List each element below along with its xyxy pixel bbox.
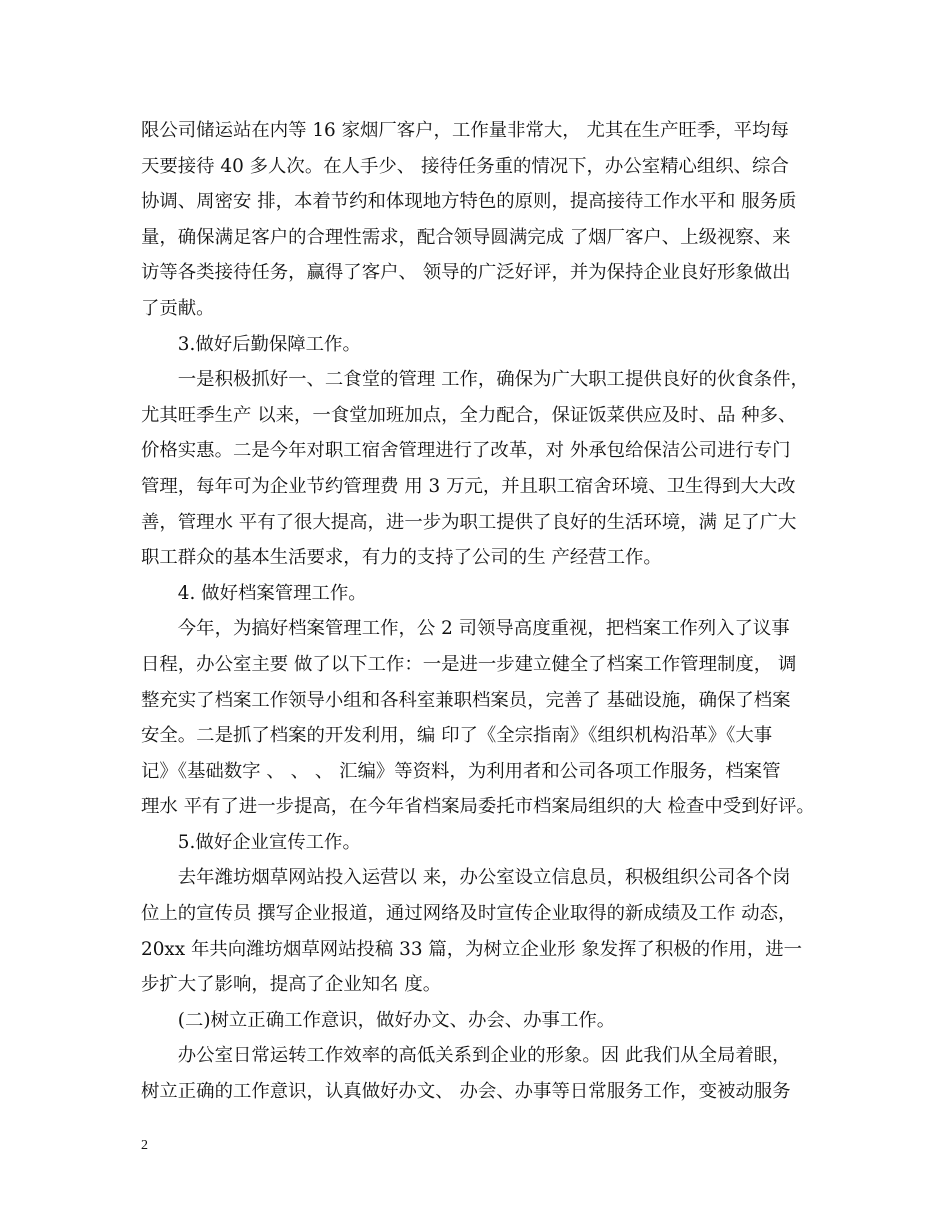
text-line: 协调、周密安 排，本着节约和体现地方特色的原则，提高接待工作水平和 服务质 [141, 191, 797, 213]
text-line: 今年，为搞好档案管理工作，公 2 司领导高度重视，把档案工作列入了议事 [141, 618, 790, 640]
text-line: 整充实了档案工作领导小组和各科室兼职档案员，完善了 基础设施，确保了档案 [141, 689, 791, 711]
section-heading: 4. 做好档案管理工作。 [141, 582, 367, 604]
text-line: 价格实惠。二是今年对职工宿舍管理进行了改革，对 外承包给保洁公司进行专门 [141, 440, 791, 462]
text-line: 量，确保满足客户的合理性需求，配合领导圆满完成 了烟厂客户、上级视察、来 [141, 226, 791, 248]
document-body [141, 113, 821, 1110]
text-line: 日程，办公室主要 做了以下工作：一是进一步建立健全了档案工作管理制度， 调 [141, 653, 797, 675]
section-heading: (二)树立正确工作意识，做好办文、办会、办事工作。 [141, 1009, 616, 1031]
text-line: 职工群众的基本生活要求，有力的支持了公司的生 产经营工作。 [141, 547, 662, 569]
text-line: 尤其旺季生产 以来，一食堂加班加点，全力配合，保证饭菜供应及时、品 种多、 [141, 404, 797, 426]
text-line: 安全。二是抓了档案的开发利用，编 印了《全宗指南》《组织机构沿革》《大事 [141, 725, 773, 747]
text-line: 步扩大了影响，提高了企业知名 度。 [141, 974, 442, 996]
section-heading: 5.做好企业宣传工作。 [141, 831, 361, 853]
section-heading: 3.做好后勤保障工作。 [141, 333, 361, 355]
text-line: 去年潍坊烟草网站投入运营以 来，办公室设立信息员，积极组织公司各个岗 [141, 867, 791, 889]
text-line: 理水 平有了进一步提高，在今年省档案局委托市档案局组织的大 检查中受到好评。 [141, 796, 815, 818]
text-line: 限公司储运站在内等 16 家烟厂客户，工作量非常大， 尤其在生产旺季，平均每 [141, 120, 789, 141]
text-line: 善，管理水 平有了很大提高，进一步为职工提供了良好的生活环境，满 足了广大 [141, 511, 797, 533]
text-line: 位上的宣传员 撰写企业报道，通过网络及时宣传企业取得的新成绩及工作 动态， [141, 903, 797, 925]
text-line: 树立正确的工作意识，认真做好办文、 办会、办事等日常服务工作，变被动服务 [141, 1081, 791, 1103]
text-line: 访等各类接待任务，赢得了客户、 领导的广泛好评，并为保持企业良好形象做出 [141, 262, 791, 284]
text-line: 天要接待 40 多人次。在人手少、 接待任务重的情况下，办公室精心组织、综合 [141, 155, 789, 177]
text-line: 办公室日常运转工作效率的高低关系到企业的形象。因 此我们从全局着眼， [141, 1045, 791, 1067]
text-line: 记》《基础数字 、 、 、 汇编》等资料，为利用者和公司各项工作服务，档案管 [141, 760, 781, 782]
text-line: 20xx 年共向潍坊烟草网站投稿 33 篇，为树立企业形 象发挥了积极的作用，进一 [141, 938, 803, 960]
text-line: 一是积极抓好一、二食堂的管理 工作，确保为广大职工提供良好的伙食条件， [141, 369, 809, 391]
page-number: 2 [141, 1138, 148, 1153]
text-line: 管理，每年可为企业节约管理费 用 3 万元，并且职工宿舍环境、卫生得到大大改 [141, 475, 796, 497]
text-line: 了贡献。 [141, 297, 215, 319]
